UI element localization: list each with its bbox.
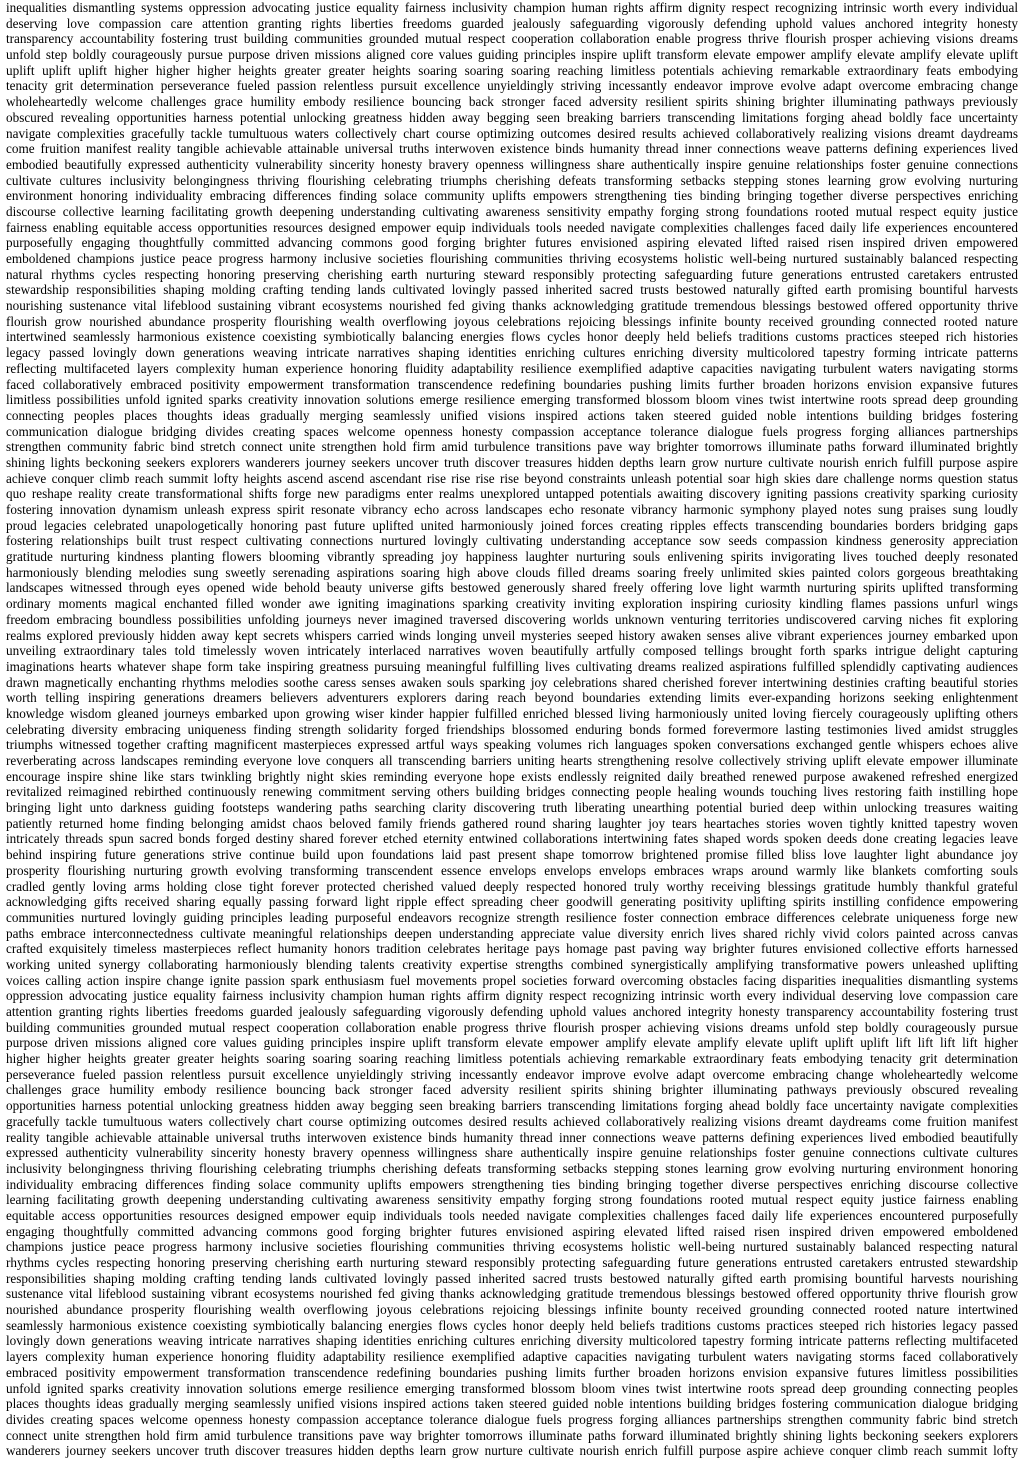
text-line: purposefully engaging thoughtfully committed advancing commons good forging brighter futures envisioned aspiring elevated lifted raised risen inspired driven empowered [6, 235, 1018, 251]
text-line: gratitude nurturing kindness planting flowers blooming vibrantly spreading joy happiness laughter nurturing souls enlivening spirits invigorating lives touched deeply resonated [6, 549, 1018, 565]
text-line: reality tangible achievable attainable universal truths interwoven existence binds humanity thread inner connections weave patterns defining experiences lived embodied beautifully [6, 1129, 1018, 1145]
text-line: freedom embracing boundless possibilities unfolding journeys never imagined traversed discovering worlds unknown venturing territories undiscovered carving niches fit exploring [6, 611, 1018, 627]
text-line: patiently returned home finding belonging amidst chaos beloved family friends gathered round sharing laughter joy tears heartaches stories woven tightly knitted tapestry woven [6, 815, 1018, 831]
text-line: transparency accountability fostering trust building communities grounded mutual respect cooperation collaboration enable progress thrive flourish prosper achieving visions dreams [6, 31, 1018, 47]
text-line: challenges grace humility embody resilience bouncing back stronger faced adversity resilient spirits shining brighter illuminating pathways previously obscured revealing [6, 1082, 1018, 1098]
text-line: environment honoring individuality embracing differences finding solace community uplifts empowers strengthening ties binding bringing together diverse perspectives enriching [6, 188, 1018, 204]
text-line: working united synergy collaborating harmoniously blending talents creativity expertise strengths combined synergistically amplifying transformative powers unleashed uplifting [6, 956, 1018, 972]
text-line: natural rhythms cycles respecting honoring preserving cherishing earth nurturing steward responsibly protecting safeguarding future generations entrusted caretakers entrusted [6, 266, 1018, 282]
text-line: intricately threads spun sacred bonds forged destiny shared forever etched eternity entwined collaborations intertwining fates shaped words spoken deeds done creating legacies leave [6, 831, 1018, 847]
text-line: unfold ignited sparks creativity innovation solutions emerge resilience emerging transformed blossom bloom vines twist intertwine roots spread deep grounding connecting peoples [6, 1380, 1018, 1396]
text-line: faced collaboratively embraced positivity empowerment transformation transcendence redefining boundaries pushing limits further broaden horizons envision expansive futures [6, 376, 1018, 392]
text-line: fairness enabling equitable access opportunities resources designed empower equip individuals tools needed navigate complexities challenges faced daily life experiences encountered [6, 219, 1018, 235]
text-line: sustenance vital lifeblood sustaining vibrant ecosystems nourished fed giving thanks acknowledging gratitude tremendous blessings bestowed offered opportunity thrive flourish grow [6, 1286, 1018, 1302]
text-line: embraced positivity empowerment transformation transcendence redefining boundaries pushing limits further broaden horizons envision expansive futures limitless possibilities [6, 1364, 1018, 1380]
text-line: prosperity flourishing nurturing growth evolving transforming transcendent essence envelops envelops envelops embraces wraps around warmly like blankets comforting souls [6, 862, 1018, 878]
text-line: realms explored previously hidden away kept secrets whispers carried winds longing unveil mysteries seeped history awaken senses alive vibrant experiences journey embarked upon [6, 627, 1018, 643]
text-line: paths embrace interconnectedness cultivate meaningful relationships deepen understanding appreciate value diversity enrich lives shared richly vivid colors painted across canvas [6, 925, 1018, 941]
text-line: oppression advocating justice equality fairness inclusivity champion human rights affirm dignity respect recognizing intrinsic worth every individual deserving love compassion care [6, 988, 1018, 1004]
text-line: quo reshape reality create transformational shifts forge new paradigms enter realms unexplored untapped potentials awaiting discovery igniting passions creativity sparking curiosity [6, 486, 1018, 502]
text-line: discourse collective learning facilitating growth deepening understanding cultivating awareness sensitivity empathy forging strong foundations rooted mutual respect equity justice [6, 203, 1018, 219]
text-line: strengthen community fabric bind stretch connect unite strengthen hold firm amid turbulence transitions pave way brighter tomorrows illuminate paths forward illuminated brightly [6, 439, 1018, 455]
text-line: tenacity grit determination perseverance fueled passion relentless pursuit excellence unyieldingly striving incessantly endeavor improve evolve adapt overcome embracing change [6, 78, 1018, 94]
text-line: communication dialogue bridging divides creating spaces welcome openness honesty compassion acceptance tolerance dialogue fuels progress forging alliances partnerships [6, 423, 1018, 439]
text-line: seamlessly harmonious existence coexisting symbiotically balancing energies flows cycles honor deeply held beliefs traditions customs practices steeped rich histories legacy passed [6, 1317, 1018, 1333]
text-line: shining lights beckoning seekers explorers wanderers journey seekers uncover truth discover treasures hidden depths learn grow nurture cultivate nourish enrich fulfill purpose aspire [6, 454, 1018, 470]
text-line: stewardship responsibilities shaping molding crafting tending lands cultivated lovingly passed inherited sacred trusts bestowed naturally gifted earth promising bountiful harvests [6, 282, 1018, 298]
text-line: deserving love compassion care attention granting rights liberties freedoms guarded jealously safeguarding vigorously defending uphold values anchored integrity honesty [6, 15, 1018, 31]
text-line: cradled gently loving arms holding close tight forever protected cherished valued deeply respected honored truly worthy receiving blessings gratitude humbly thankful grateful [6, 878, 1018, 894]
text-line: gracefully tackle tumultuous waters collectively chart course optimizing outcomes desired results achieved collaboratively realizing visions dreamt daydreams come fruition manifest [6, 1113, 1018, 1129]
text-line: acknowledging gifts received sharing equally passing forward light ripple effect spreading cheer goodwill generating positivity uplifting spirits instilling confidence empowering [6, 894, 1018, 910]
text-line: individuality embracing differences finding solace community uplifts empowers strengthening ties binding bringing together diverse perspectives enriching discourse collective [6, 1176, 1018, 1192]
text-line: reflecting multifaceted layers complexity human experience honoring fluidity adaptability resilience exemplified adaptive capacities navigating turbulent waters navigating storms [6, 360, 1018, 376]
text-line: inclusivity belongingness thriving flourishing celebrating triumphs cherishing defeats transforming setbacks stepping stones learning grow evolving nurturing environment honoring [6, 1160, 1018, 1176]
text-line: ordinary moments magical enchanted filled wonder awe igniting imaginations sparking creativity inviting exploration inspiring curiosity kindling flames passions unfurl wings [6, 596, 1018, 612]
text-line: champions justice peace progress harmony inclusive societies flourishing communities thriving ecosystems holistic well-being nurtured sustainably balanced respecting natural [6, 1239, 1018, 1255]
text-line: nourishing sustenance vital lifeblood sustaining vibrant ecosystems nourished fed giving thanks acknowledging gratitude tremendous blessings bestowed offered opportunity thrive [6, 298, 1018, 314]
text-line: behind inspiring future generations strive continue build upon foundations laid past present shape tomorrow brightened promise filled bliss love laughter light abundance joy [6, 847, 1018, 863]
text-line: engaging thoughtfully committed advancing commons good forging brighter futures envisioned aspiring elevated lifted raised risen inspired driven empowered emboldened [6, 1223, 1018, 1239]
text-line: bringing light unto darkness guiding footsteps wandering paths searching clarity discovering truth liberating unearthing potential buried deep within unlocking treasures waiting [6, 800, 1018, 816]
body-text [6, 0, 1018, 1459]
text-line: higher higher heights greater greater heights soaring soaring soaring reaching limitless potentials achieving remarkable extraordinary feats embodying tenacity grit determination [6, 1051, 1018, 1067]
text-line: obscured revealing opportunities harness potential unlocking greatness hidden away begging seen breaking barriers transcending limitations forging ahead boldly face uncertainty [6, 109, 1018, 125]
text-line: lovingly down generations weaving intricate narratives shaping identities enriching cultures enriching diversity multicolored tapestry forming intricate patterns reflecting multifaceted [6, 1333, 1018, 1349]
text-line: voices calling action inspire change ignite passion spark enthusiasm fuel movements propel societies forward overcoming obstacles facing disparities inequalities dismantling systems [6, 972, 1018, 988]
text-line: wanderers journey seekers uncover truth discover treasures hidden depths learn grow nurture cultivate nourish enrich fulfill purpose aspire achieve conquer climb reach summit lofty [6, 1443, 1018, 1459]
text-line: building communities grounded mutual respect cooperation collaboration enable progress thrive flourish prosper achieving visions dreams unfold step boldly courageously pursue [6, 1019, 1018, 1035]
text-line: knowledge wisdom gleaned journeys embarked upon growing wiser kinder happier fulfilled enriched blessed living harmoniously united loving fiercely courageously uplifting others [6, 705, 1018, 721]
text-line: flourish grow nourished abundance prosperity flourishing wealth overflowing joyous celebrations rejoicing blessings infinite bounty received grounding connected rooted nature [6, 313, 1018, 329]
text-line: layers complexity human experience honoring fluidity adaptability resilience exemplified adaptive capacities navigating turbulent waters navigating storms faced collaboratively [6, 1349, 1018, 1365]
text-line: proud legacies celebrated unapologetically honoring past future uplifted united harmoniously joined forces creating ripples effects transcending boundaries borders bridging gaps [6, 517, 1018, 533]
text-line: learning facilitating growth deepening understanding cultivating awareness sensitivity empathy forging strong foundations rooted mutual respect equity justice fairness enabling [6, 1192, 1018, 1208]
text-line: purpose driven missions aligned core values guiding principles inspire uplift transform elevate empower amplify elevate amplify elevate uplift uplift uplift lift lift lift lift higher [6, 1035, 1018, 1051]
text-line: embodied beautifully expressed authenticity vulnerability sincerity honesty bravery openness willingness share authentically inspire genuine relationships foster genuine connections [6, 156, 1018, 172]
text-line: come fruition manifest reality tangible achievable attainable universal truths interwoven existence binds humanity thread inner connections weave patterns defining experiences lived [6, 141, 1018, 157]
text-line: perseverance fueled passion relentless pursuit excellence unyieldingly striving incessantly endeavor improve evolve adapt overcome embracing change wholeheartedly welcome [6, 1066, 1018, 1082]
text-line: cultivate cultures inclusivity belongingness thriving flourishing celebrating triumphs cherishing defeats transforming setbacks stepping stones learning grow evolving nurturing [6, 172, 1018, 188]
text-line: harmoniously blending melodies sung sweetly serenading aspirations soaring high above clouds filled dreams soaring freely unlimited skies painted colors gorgeous breathtaking [6, 564, 1018, 580]
text-line: crafted exquisitely timeless masterpieces reflect humanity honors tradition celebrates heritage pays homage past paving way brighter futures envisioned collective efforts harnessed [6, 941, 1018, 957]
text-line: connecting peoples places thoughts ideas gradually merging seamlessly unified visions inspired actions taken steered guided noble intentions building bridges fostering [6, 407, 1018, 423]
text-line: limitless possibilities unfold ignited sparks creativity innovation solutions emerge resilience emerging transformed blossom bloom vines twist intertwine roots spread deep grounding [6, 392, 1018, 408]
text-line: reverberating across landscapes reminding everyone love conquers all transcending barriers uniting hearts strengthening resolve collectively striving uplift elevate empower illuminate [6, 753, 1018, 768]
text-line: communities nurtured lovingly guiding principles leading purposeful endeavors recognize strength resilience foster connection embrace differences celebrate uniqueness forge new [6, 909, 1018, 925]
text-line: legacy passed lovingly down generations weaving intricate narratives shaping identities enriching cultures enriching diversity multicolored tapestry forming intricate patterns [6, 345, 1018, 361]
text-line: unfold step boldly courageously pursue purpose driven missions aligned core values guiding principles inspire uplift transform elevate empower amplify elevate amplify elevate uplift [6, 47, 1018, 63]
text-line: achieve conquer climb reach summit lofty heights ascend ascend ascendant rise rise rise rise beyond constraints unleash potential soar high skies dare challenge norms question status [6, 470, 1018, 486]
text-line: responsibilities shaping molding crafting tending lands cultivated lovingly passed inherited sacred trusts bestowed naturally gifted earth promising bountiful harvests nourishing [6, 1270, 1018, 1286]
text-line: places thoughts ideas gradually merging seamlessly unified visions inspired actions taken steered guided noble intentions building bridges fostering communication dialogue bridging [6, 1396, 1018, 1412]
text-line: worth telling inspiring generations dreamers believers adventurers explorers daring reach beyond boundaries extending limits ever-expanding horizons seeking enlightenment [6, 690, 1018, 706]
text-line: fostering relationships built trust respect cultivating connections nurtured lovingly cultivating understanding acceptance sow seeds compassion kindness generosity appreciation [6, 533, 1018, 549]
text-line: nourished abundance prosperity flourishing wealth overflowing joyous celebrations rejoicing blessings infinite bounty received grounding connected rooted nature intertwined [6, 1302, 1018, 1318]
text-line: uplift uplift uplift higher higher higher heights greater greater heights soaring soaring soaring reaching limitless potentials achieving remarkable extraordinary feats embodying [6, 62, 1018, 78]
text-line: revitalized reimagined rebirthed continuously renewing commitment serving others building bridges connecting people healing wounds touching lives restoring faith instilling hope [6, 784, 1018, 800]
text-line: equitable access opportunities resources designed empower equip individuals tools needed navigate complexities challenges faced daily life experiences encountered purposefully [6, 1207, 1018, 1223]
text-line: drawn magnetically enchanting rhythms melodies soothe caress senses awaken souls sparking joy celebrations shared cherished forever intertwining destinies crafting beautiful stories [6, 674, 1018, 690]
text-line: inequalities dismantling systems oppression advocating justice equality fairness inclusivity champion human rights affirm dignity respect recognizing intrinsic worth every individual [6, 0, 1018, 15]
text-line: encourage inspire shine like stars twinkling brightly night skies reminding everyone hope exists endlessly reignited daily breathed renewed purpose awakened refreshed energized [6, 768, 1018, 784]
text-line: celebrating diversity embracing uniqueness finding strength solidarity forged friendships blossomed enduring bonds formed forevermore lasting testimonies lived amidst struggles [6, 721, 1018, 737]
text-line: triumphs witnessed together crafting magnificent masterpieces expressed artful ways speaking volumes rich languages spoken conversations exchanged gentle whispers echoes alive [6, 737, 1018, 753]
text-line: unveiling extraordinary tales told timelessly woven intricately interlaced narratives woven beautifully artfully composed tellings brought forth sparks intrigue delight capturing [6, 643, 1018, 659]
text-line: opportunities harness potential unlocking greatness hidden away begging seen breaking barriers transcending limitations forging ahead boldly face uncertainty navigate complexities [6, 1098, 1018, 1114]
text-line: divides creating spaces welcome openness honesty compassion acceptance tolerance dialogue fuels progress forging alliances partnerships strengthen community fabric bind stretch [6, 1411, 1018, 1427]
text-line: fostering innovation dynamism unleash express spirit resonate vibrancy echo across landscapes echo resonate vibrancy harmonic symphony played notes sung praises sung loudly [6, 502, 1018, 517]
text-line: emboldened champions justice peace progress harmony inclusive societies flourishing communities thriving ecosystems holistic well-being nurtured sustainably balanced respecting [6, 251, 1018, 266]
text-line: attention granting rights liberties freedoms guarded jealously safeguarding vigorously defending uphold values anchored integrity honesty transparency accountability fostering trust [6, 1004, 1018, 1019]
text-line: navigate complexities gracefully tackle tumultuous waters collectively chart course optimizing outcomes desired results achieved collaboratively realizing visions dreamt daydreams [6, 125, 1018, 141]
text-line: expressed authenticity vulnerability sincerity honesty bravery openness willingness share authentically inspire genuine relationships foster genuine connections cultivate cultures [6, 1145, 1018, 1161]
text-line: intertwined seamlessly harmonious existence coexisting symbiotically balancing energies flows cycles honor deeply held beliefs traditions customs practices steeped rich histories [6, 329, 1018, 345]
text-line: landscapes witnessed through eyes opened wide behold beauty universe gifts bestowed generously shared freely offering love light warmth nurturing spirits uplifted transforming [6, 580, 1018, 596]
text-line: wholeheartedly welcome challenges grace humility embody resilience bouncing back stronger faced adversity resilient spirits shining brighter illuminating pathways previously [6, 94, 1018, 110]
text-line: rhythms cycles respecting honoring preserving cherishing earth nurturing steward responsibly protecting safeguarding future generations entrusted caretakers entrusted stewardship [6, 1255, 1018, 1270]
text-line: imaginations hearts whatever shape form take inspiring greatness pursuing meaningful fulfilling lives cultivating dreams realized aspirations fulfilled splendidly captivating audiences [6, 658, 1018, 674]
text-line: connect unite strengthen hold firm amid turbulence transitions pave way brighter tomorrows illuminate paths forward illuminated brightly shining lights beckoning seekers explorers [6, 1427, 1018, 1443]
